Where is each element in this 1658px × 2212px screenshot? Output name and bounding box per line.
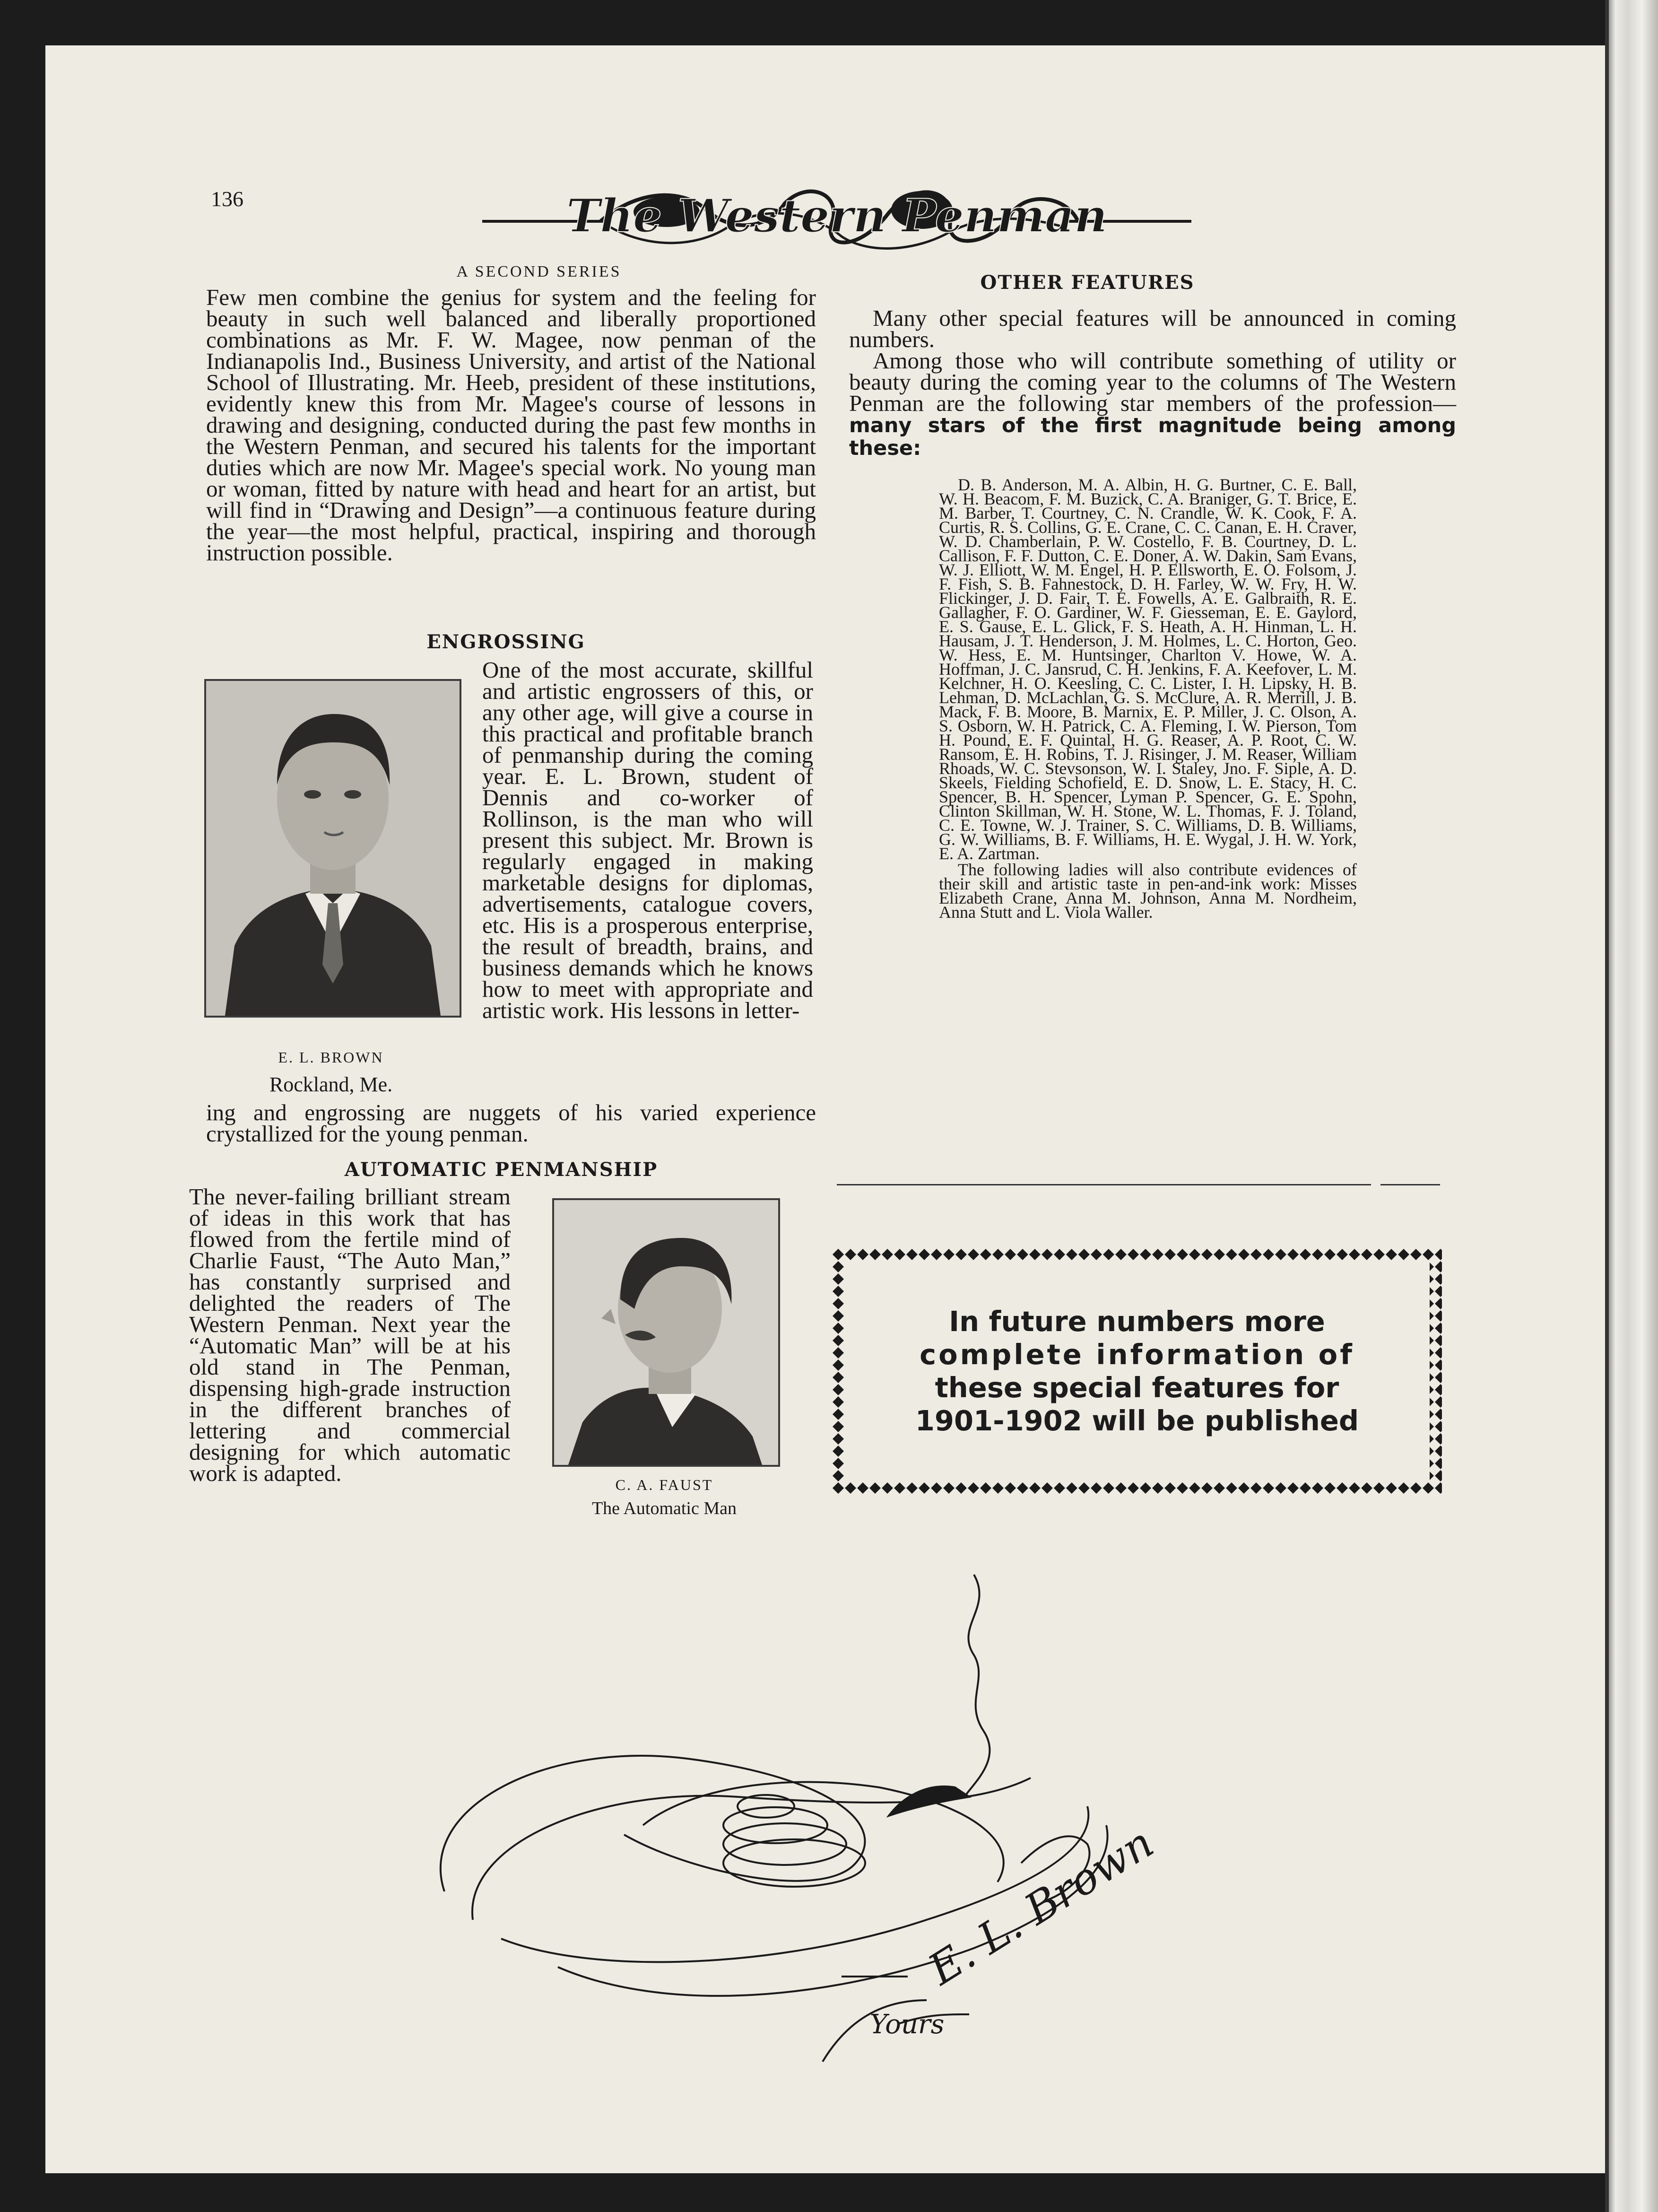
automatic-penmanship-heading: AUTOMATIC PENMANSHIP [344,1158,658,1181]
e-l-brown-photo [204,679,461,1018]
page-edge [1609,0,1658,2212]
c-a-faust-caption-sub: The Automatic Man [591,1498,737,1518]
notice-line-3: these special features for [935,1371,1339,1404]
engrossing-heading: ENGROSSING [426,631,585,653]
flourish-signature-text: E. L. Brown [920,1818,1163,1995]
e-l-brown-caption-place: Rockland, Me. [269,1073,393,1096]
flourish-closing-text: Yours [870,2009,945,2040]
c-a-faust-photo [552,1198,780,1467]
pen-flourish-signature [359,1560,1314,2081]
second-series-heading: A SECOND SERIES [456,263,622,280]
engrossing-body-side: One of the most accurate, skillful and artistic engrossers of this, or any other age, will give a course in this practical and profitable branch of penmanship during the coming year. E. L. Brown, student of Dennis and co-worker of Rollinson, is the man who will present this subject. Mr. Brown is regularly engaged in making marketable designs for diplomas, advertisements, catalogue covers, etc. His is a prosperous enterprise, the result of breadth, brains, and business demands which he knows how to meet with appropriate and artistic work. His lessons in letter- [482,657,813,1023]
svg-text:The Western Penman: The Western Penman [566,189,1108,243]
other-features-body [849,307,1456,459]
page-number: 136 [211,187,243,211]
notice-line-1: In future numbers more [949,1305,1325,1338]
other-features-heading: OTHER FEATURES [980,271,1195,294]
other-features-para2-bold: many stars of the first magnitude being among these: [849,414,1456,460]
c-a-faust-caption-name: C. A. FAUST [615,1476,713,1493]
contributors-list [939,475,1357,922]
notice-box-text [851,1305,1423,1437]
contributors-names: D. B. Anderson, M. A. Albin, H. G. Burtner, C. E. Ball, W. H. Beacom, F. M. Buzick, C. A. Braniger, G. T. Brice, E. M. Barber, T. Courtney, C. N. Crandle, W. K. Cook, F. A. Curtis, R. S. Collins, G. E. Crane, C. C. Canan, E. H. Craver, W. D. Chamberlain, P. W. Costello, F. B. Courtney, D. L. Callison, F. F. Dutton, C. E. Doner, A. W. Dakin, Sam Evans, W. J. Elliott, W. M. Engel, H. P. Ellsworth, E. O. Folsom, J. F. Fish, S. B. Fahnestock, D. H. Farley, W. W. Fry, H. W. Flickinger, J. D. Fair, T. E. Fowells, A. E. Galbraith, R. E. Gallagher, F. O. Gardiner, W. F. Giesseman, E. E. Gaylord, E. S. Gause, E. L. Glick, F. S. Heath, A. H. Hinman, L. H. Hausam, J. T. Henderson, J. M. Holmes, L. C. Horton, Geo. W. Hess, E. M. Huntsinger, Charlton V. Howe, W. A. Hoffman, J. C. Jansrud, C. H. Jenkins, F. A. Keefover, L. M. Kelchner, H. O. Keesling, C. C. Lister, I. H. Lipsky, H. B. Lehman, D. McLachlan, G. S. McClure, A. R. Merrill, J. B. Mack, F. B. Moore, B. Marnix, E. P. Miller, J. C. Olson, A. S. Osborn, W. H. Patrick, C. A. Fleming, I. W. Pierson, Tom H. Pound, E. F. Quintal, H. G. Reaser, A. P. Root, C. W. Ransom, E. H. Robins, T. J. Risinger, J. M. Reaser, William Rhoads, W. C. Stevsonson, W. I. Staley, Jno. F. Siple, A. D. Skeels, Fielding Schofield, E. D. Snow, L. E. Stacy, H. C. Spencer, B. H. Spencer, Lyman P. Spencer, G. E. Spohn, Clinton Skillman, W. H. Stone, W. L. Thomas, F. J. Toland, C. E. Towne, W. J. Trainer, S. C. Williams, D. B. Williams, G. W. Williams, B. F. Williams, H. E. Wygal, J. H. W. York, E. A. Zartman. [939,475,1357,863]
column-divider-rule [837,1184,1371,1185]
masthead-logo [482,175,1191,265]
notice-line-2: complete information of [920,1338,1354,1371]
other-features-para1: Many other special features will be announced in coming numbers. [849,305,1456,352]
contributors-ladies: The following ladies will also contribute evidences of their skill and artistic taste in pen-and-ink work: Misses Elizabeth Crane, Anna M. Johnson, Anna M. Nordheim, Anna Stutt and L. Viola Waller. [939,860,1357,922]
column-divider-rule-end [1380,1184,1440,1185]
e-l-brown-caption-name: E. L. BROWN [278,1049,384,1066]
engrossing-body-continued: ing and engrossing are nuggets of his varied experience crystallized for the young penman. [206,1099,816,1147]
other-features-para2-plain: Among those who will contribute something of utility or beauty during the coming year to the columns of The Western Penman are the following star members of the profession— [849,348,1456,416]
notice-line-4: 1901-1902 will be published [915,1404,1359,1437]
second-series-body: Few men combine the genius for system and the feeling for beauty in such well balanced and liberally proportioned combinations as Mr. F. W. Magee, now penman of the Indianapolis Ind., Business University, and artist of the National School of Illustrating. Mr. Heeb, president of these institutions, evidently knew this from Mr. Magee's course of lessons in drawing and designing, conducted during the past few months in the Western Penman, and secured his talents for the important duties which are now Mr. Magee's special work. No young man or woman, fitted by nature with head and heart for an artist, but will find in “Drawing and Design”—a continuous feature during the year—the most helpful, practical, inspiring and thorough instruction possible. [206,284,816,566]
automatic-body: The never-failing brilliant stream of ideas in this work that has flowed from the fertile mind of Charlie Faust, “The Auto Man,” has constantly surprised and delighted the readers of The Western Penman. Next year the “Automatic Man” will be at his old stand in The Penman, dispensing high-grade instruction in the different branches of lettering and commercial designing for which automatic work is adapted. [189,1184,511,1486]
page-gutter [1605,0,1609,2212]
other-features-para2 [849,350,1456,459]
